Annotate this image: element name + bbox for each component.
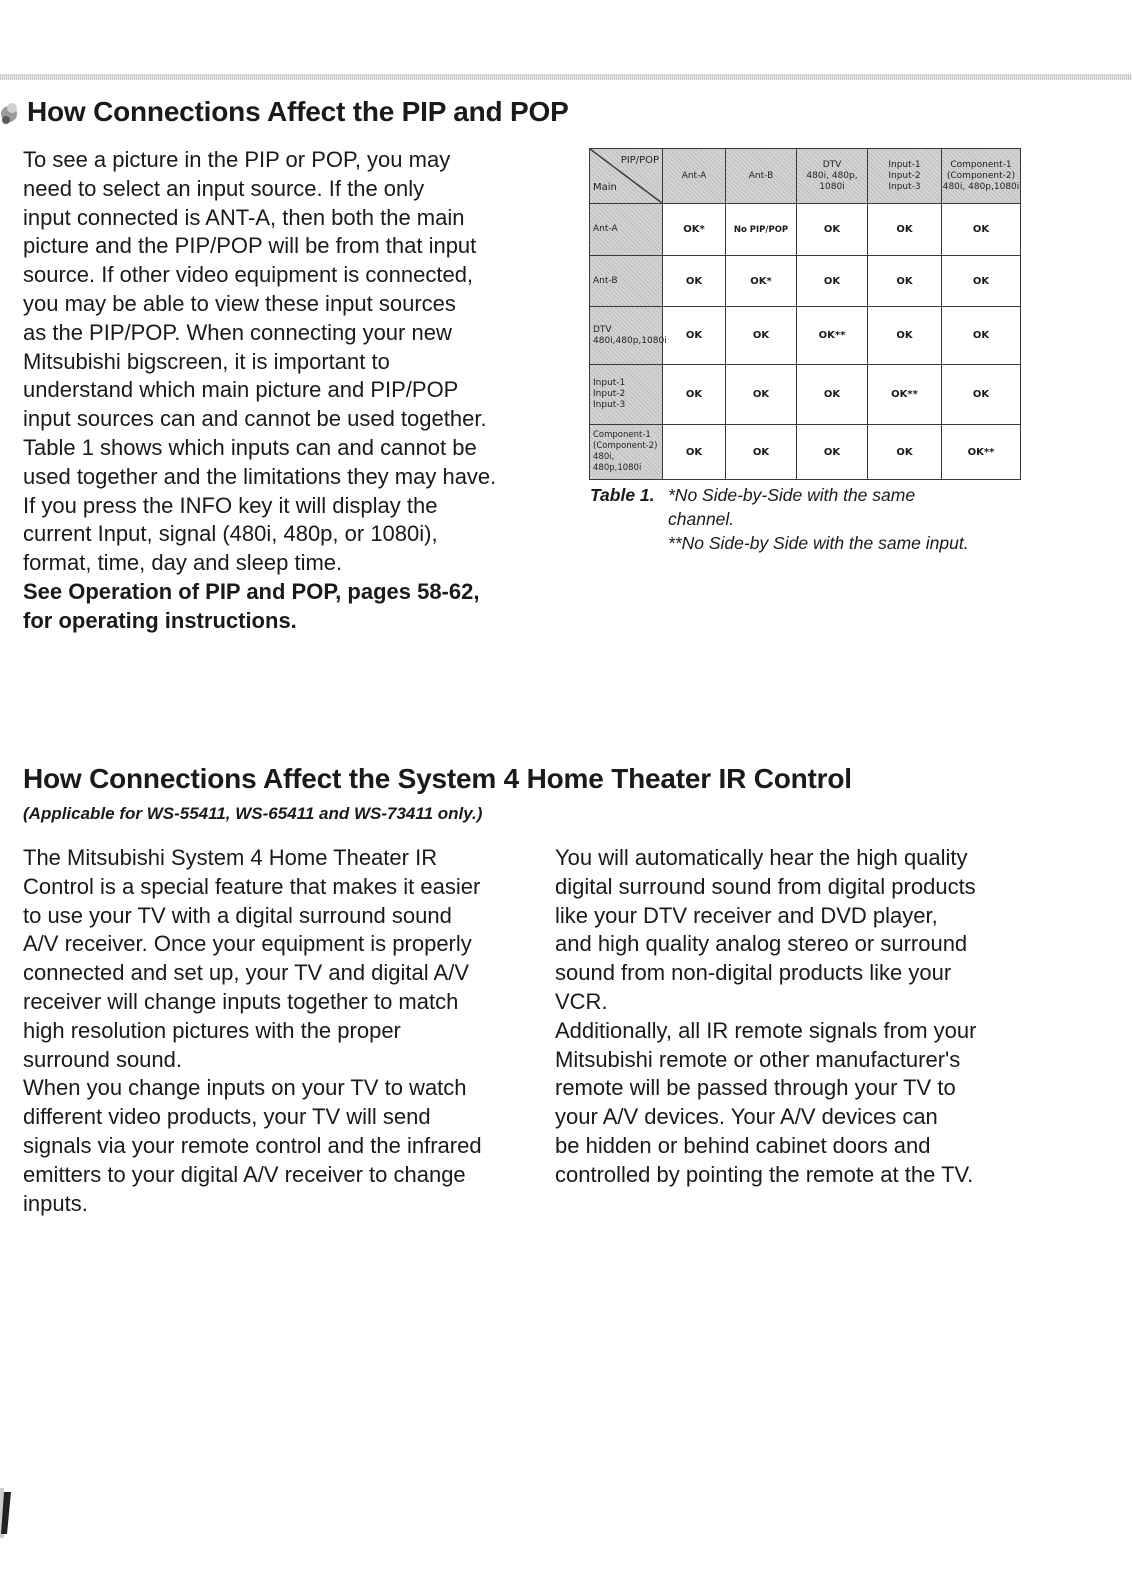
- footnote-line: *No Side-by-Side with the same: [668, 485, 916, 505]
- body-line: surround sound.: [23, 1046, 182, 1072]
- body-line: Mitsubishi remote or other manufacturer's: [555, 1046, 961, 1072]
- intro-line: current Input, signal (480i, 480p, or 1080i),: [23, 521, 438, 547]
- intro-line: need to select an input source. If the only: [23, 175, 425, 201]
- footnote-line: **No Side-by Side with the same input.: [668, 533, 969, 553]
- row-header: Component-1 (Component-2) 480i, 480p,1080i: [590, 425, 663, 480]
- pip-pop-compatibility-table: [589, 148, 1021, 480]
- intro-line: format, time, day and sleep time.: [23, 550, 343, 576]
- table-cell: OK: [942, 256, 1021, 307]
- ir-control-right-column: [555, 844, 1025, 1190]
- table-row: [590, 204, 1021, 256]
- row-header: DTV 480i,480p,1080i: [590, 307, 663, 365]
- column-header: Input-1 Input-2 Input-3: [868, 149, 942, 204]
- intro-line: input connected is ANT-A, then both the main: [23, 204, 465, 230]
- pip-pop-intro: [23, 146, 543, 636]
- column-header: Ant-B: [726, 149, 797, 204]
- column-header: Ant-A: [663, 149, 726, 204]
- top-divider: [0, 74, 1132, 80]
- row-header: Ant-B: [590, 256, 663, 307]
- intro-line: understand which main picture and PIP/POP: [23, 377, 459, 403]
- table-cell: OK: [868, 425, 942, 480]
- body-line: digital surround sound from digital products: [555, 873, 976, 899]
- table-cell: OK: [868, 204, 942, 256]
- table-cell: OK: [663, 307, 726, 365]
- table-caption-label: Table 1.: [590, 485, 655, 505]
- table-row: [590, 256, 1021, 307]
- corner-label-pip-pop: PIP/POP: [620, 155, 659, 166]
- body-line: VCR.: [555, 988, 608, 1014]
- table-caption: [590, 483, 1030, 555]
- table-cell: OK: [663, 365, 726, 425]
- body-line: like your DTV receiver and DVD player,: [555, 902, 938, 928]
- intro-line: input sources can and cannot be used together.: [23, 406, 487, 432]
- body-line: Additionally, all IR remote signals from your: [555, 1017, 977, 1043]
- intro-line: Mitsubishi bigscreen, it is important to: [23, 348, 390, 374]
- table-cell: OK: [942, 307, 1021, 365]
- body-line: emitters to your digital A/V receiver to change: [23, 1161, 466, 1187]
- section-title-pip-pop: How Connections Affect the PIP and POP: [27, 96, 569, 127]
- table-cell: OK: [663, 256, 726, 307]
- ir-control-left-column: [23, 844, 528, 1218]
- body-line: to use your TV with a digital surround sound: [23, 902, 452, 928]
- table-cell: OK: [797, 256, 868, 307]
- column-header: DTV 480i, 480p, 1080i: [797, 149, 868, 204]
- page-edge-mark-icon: [0, 1488, 12, 1538]
- page-reference: for operating instructions.: [23, 607, 297, 633]
- table-cell: OK: [942, 365, 1021, 425]
- body-line: inputs.: [23, 1190, 88, 1216]
- body-line: your A/V devices. Your A/V devices can: [555, 1104, 938, 1130]
- intro-line: Table 1 shows which inputs can and cannot be: [23, 434, 477, 460]
- table-cell: OK: [942, 204, 1021, 256]
- intro-line: To see a picture in the PIP or POP, you may: [23, 147, 451, 172]
- table-cell: OK: [868, 307, 942, 365]
- corner-label-main: Main: [593, 182, 617, 193]
- body-line: Control is a special feature that makes it easier: [23, 873, 481, 899]
- table-cell: OK**: [797, 307, 868, 365]
- row-header: Input-1 Input-2 Input-3: [590, 365, 663, 425]
- table-cell: OK*: [726, 256, 797, 307]
- table-cell: OK: [797, 365, 868, 425]
- intro-line: as the PIP/POP. When connecting your new: [23, 319, 452, 345]
- body-line: and high quality analog stereo or surround: [555, 931, 968, 957]
- table-cell: OK: [726, 425, 797, 480]
- body-line: connected and set up, your TV and digital A/V: [23, 960, 470, 986]
- table-cell: OK: [868, 256, 942, 307]
- table-cell: OK: [797, 425, 868, 480]
- intro-line: source. If other video equipment is connected,: [23, 262, 474, 288]
- body-line: When you change inputs on your TV to watch: [23, 1075, 467, 1101]
- intro-line: picture and the PIP/POP will be from that input: [23, 233, 477, 259]
- body-line: high resolution pictures with the proper: [23, 1017, 401, 1043]
- table-row: [590, 365, 1021, 425]
- table-cell: OK*: [663, 204, 726, 256]
- body-line: sound from non-digital products like your: [555, 960, 952, 986]
- table-cell: OK: [663, 425, 726, 480]
- column-header: Component-1 (Component-2) 480i, 480p,1080i: [942, 149, 1021, 204]
- page-reference: See Operation of PIP and POP, pages 58-62,: [23, 578, 480, 604]
- body-line: remote will be passed through your TV to: [555, 1075, 956, 1101]
- table-cell: OK**: [868, 365, 942, 425]
- body-line: The Mitsubishi System 4 Home Theater IR: [23, 845, 438, 870]
- table-cell: OK**: [942, 425, 1021, 480]
- table-corner-header: [590, 149, 663, 204]
- intro-line: you may be able to view these input sources: [23, 290, 456, 316]
- body-line: You will automatically hear the high quality: [555, 845, 968, 870]
- table-row: [590, 307, 1021, 365]
- body-line: signals via your remote control and the infrared: [23, 1132, 482, 1158]
- table-cell: OK: [726, 307, 797, 365]
- table-cell: OK: [726, 365, 797, 425]
- table-cell: No PIP/POP: [726, 204, 797, 256]
- body-line: different video products, your TV will send: [23, 1104, 431, 1130]
- body-line: receiver will change inputs together to match: [23, 988, 459, 1014]
- table-cell: OK: [797, 204, 868, 256]
- intro-line: If you press the INFO key it will display the: [23, 492, 438, 518]
- section-title-ir-control: How Connections Affect the System 4 Home Theater IR Control: [23, 763, 852, 794]
- footnote-line: channel.: [668, 509, 735, 529]
- applicable-models-note: (Applicable for WS-55411, WS-65411 and WS-73411 only.): [23, 804, 483, 823]
- body-line: be hidden or behind cabinet doors and: [555, 1132, 931, 1158]
- table-row: [590, 425, 1021, 480]
- intro-line: used together and the limitations they may have.: [23, 463, 497, 489]
- body-line: A/V receiver. Once your equipment is properly: [23, 931, 472, 957]
- body-line: controlled by pointing the remote at the TV.: [555, 1161, 974, 1187]
- row-header: Ant-A: [590, 204, 663, 256]
- section-bullet-icon: [0, 98, 24, 128]
